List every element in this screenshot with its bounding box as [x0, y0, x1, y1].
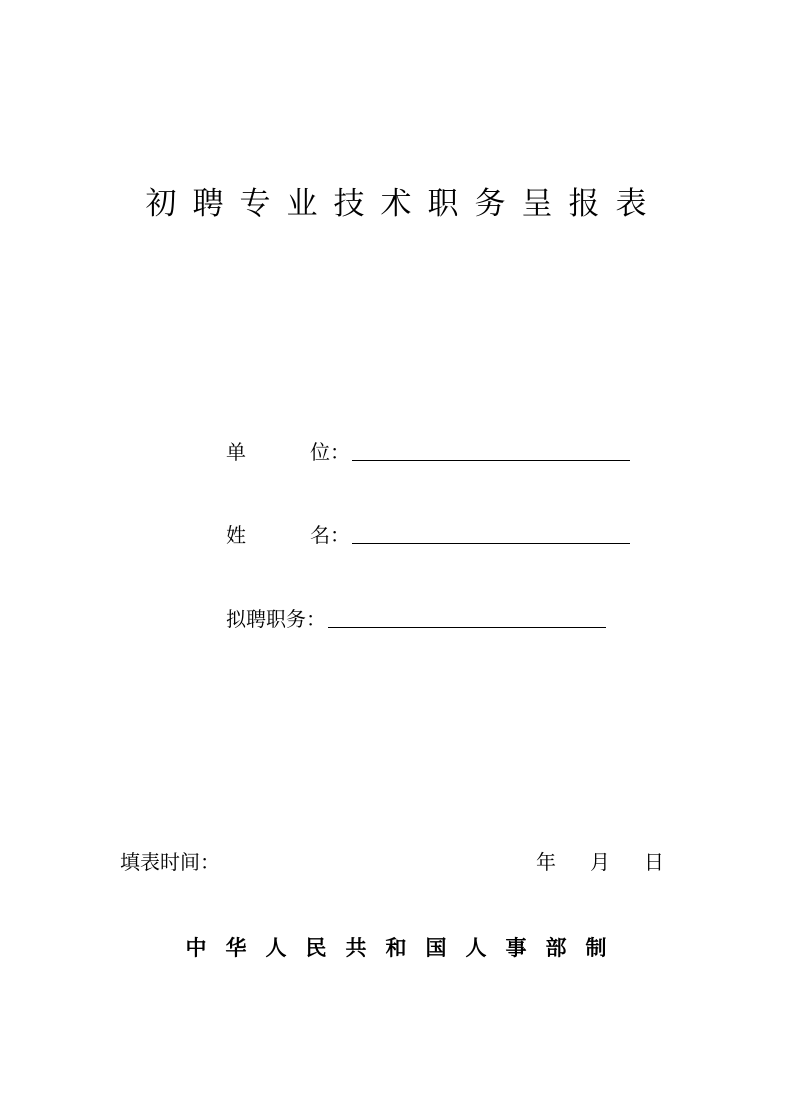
post-field-label: 拟聘职务	[226, 607, 306, 631]
unit-field-blank[interactable]	[352, 436, 630, 461]
name-label-char-2: 名	[310, 523, 330, 547]
fill-time-label: 填表时间：	[120, 850, 220, 874]
post-field-blank[interactable]	[328, 603, 606, 628]
post-field-colon: ：	[306, 607, 326, 631]
unit-field-row	[226, 434, 630, 464]
document-title: 初聘专业技术职务呈报表	[145, 186, 663, 222]
unit-label-char-2: 位	[310, 440, 330, 464]
name-label-char-1: 姓	[226, 523, 246, 547]
date-year-label: 年	[536, 850, 556, 874]
name-field-row	[226, 517, 630, 547]
name-field-blank[interactable]	[352, 519, 630, 544]
unit-field-label	[226, 440, 330, 464]
name-field-label	[226, 523, 330, 547]
unit-field-colon: ：	[330, 440, 350, 464]
date-day-label: 日	[644, 850, 664, 874]
name-field-colon: ：	[330, 523, 350, 547]
date-month-label: 月	[590, 850, 610, 874]
issuer-line: 中华人民共和国人事部制	[185, 936, 626, 960]
post-field-row	[226, 601, 606, 631]
unit-label-char-1: 单	[226, 440, 246, 464]
date-parts	[536, 850, 664, 874]
